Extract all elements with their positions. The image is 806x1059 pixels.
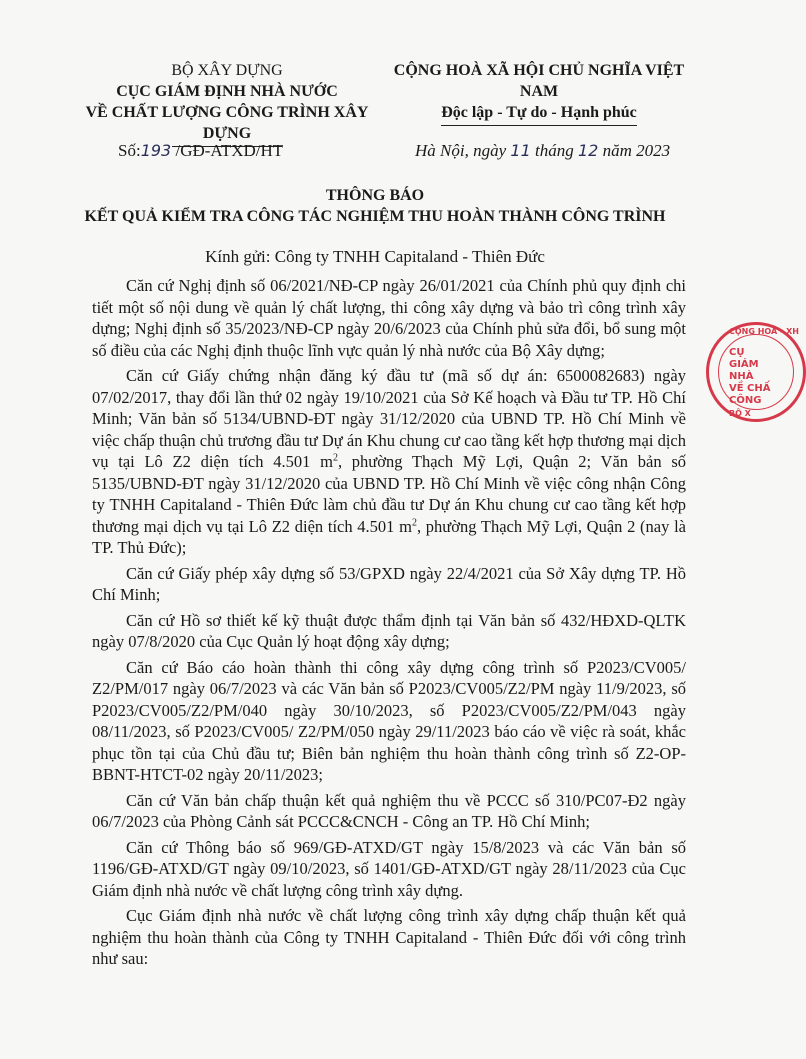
date-part2: tháng bbox=[530, 141, 578, 160]
doc-number-prefix: Số: bbox=[118, 141, 141, 160]
issuing-agency-header bbox=[62, 60, 392, 147]
paragraph-approval: Cục Giám định nhà nước về chất lượng công trình xây dựng chấp thuận kết quả nghiệm thu hoàn thành của Công ty TNHH Capitaland - Thiên Đức đối với công trình như sau: bbox=[92, 906, 686, 968]
recipient-line: Kính gửi: Công ty TNHH Capitaland - Thiên Đức bbox=[205, 247, 545, 266]
motto-underline bbox=[441, 125, 637, 126]
ministry-name: BỘ XÂY DỰNG bbox=[171, 62, 283, 79]
stamp-line: CỤ bbox=[729, 347, 745, 358]
date-part1: Hà Nội, ngày bbox=[415, 141, 511, 160]
stamp-rim-top: CỘNG HOÀ - XH bbox=[729, 327, 799, 336]
paragraph-technical-design: Căn cứ Hồ sơ thiết kế kỹ thuật được thẩm định tại Văn bản số 432/HĐXD-QLTK ngày 07/8/2020 của Cục Quản lý hoạt động xây dựng; bbox=[92, 610, 686, 651]
stamp-line: NHÀ bbox=[729, 371, 754, 382]
paragraph-legal-basis-decrees: Căn cứ Nghị định số 06/2021/NĐ-CP ngày 26/01/2021 của Chính phủ quy định chi tiết một số nội dung về quản lý chất lượng, thi công xây dựng và bảo trì công trình xây dựng; Nghị định số 35/2023/NĐ-CP ngày 20/6/2023 của Chính phủ sửa đổi, bổ sung một số điều của các Nghị định thuộc lĩnh vực quản lý nhà nước của Bộ Xây dựng; bbox=[92, 276, 686, 360]
doc-number-suffix: /GĐ-ATXD/HT bbox=[171, 141, 284, 160]
document-date bbox=[415, 141, 670, 161]
agency-name-line1: CỤC GIÁM ĐỊNH NHÀ NƯỚC bbox=[116, 83, 338, 100]
date-month-handwritten: 12 bbox=[577, 141, 599, 160]
date-day-handwritten: 11 bbox=[510, 141, 531, 160]
country-name: CỘNG HOÀ XÃ HỘI CHỦ NGHĨA VIỆT NAM bbox=[393, 62, 685, 100]
document-subtitle: KẾT QUẢ KIỂM TRA CÔNG TÁC NGHIỆM THU HOÀN THÀNH CÔNG TRÌNH bbox=[84, 208, 666, 225]
stamp-line: VỀ CHẤ bbox=[729, 383, 771, 394]
motto: Độc lập - Tự do - Hạnh phúc bbox=[441, 104, 637, 121]
superscript-square: 2 bbox=[411, 517, 417, 528]
paragraph-investment-part2: , phường Thạch Mỹ Lợi, Quận 2; Văn bản số 5135/UBND-ĐT ngày 31/12/2020 của UBND TP. Hồ Chí Minh về việc công nhận Công ty TNHH Capitaland - Thiên Đức làm chủ đầu tư Dự án Khu chung cư cao tầng kết hợp thương mại dịch vụ tại Lô Z2 diện tích 4.501 m bbox=[92, 452, 686, 536]
paragraph-fire-safety: Căn cứ Văn bản chấp thuận kết quả nghiệm thu về PCCC số 310/PC07-Đ2 ngày 06/7/2023 của Phòng Cảnh sát PCCC&CNCH - Công an TP. Hồ Chí Minh; bbox=[92, 790, 686, 831]
stamp-line: CÔNG bbox=[729, 395, 762, 406]
agency-name-line2: VỀ CHẤT LƯỢNG CÔNG TRÌNH XÂY DỰNG bbox=[85, 104, 369, 142]
document-body bbox=[92, 275, 686, 974]
national-motto-header bbox=[384, 60, 694, 126]
superscript-square: 2 bbox=[332, 452, 338, 464]
stamp-rim-bottom: BỘ X bbox=[729, 409, 751, 418]
date-part3: năm 2023 bbox=[598, 141, 671, 160]
paragraph-investment-part3: , phường Thạch Mỹ Lợi, Quận 2 (nay là TP. Thủ Đức); bbox=[92, 516, 686, 557]
stamp-line: GIÁM bbox=[729, 359, 759, 370]
paragraph-investment-certificate bbox=[92, 365, 686, 559]
red-seal-stamp bbox=[706, 322, 806, 422]
stamp-text bbox=[729, 347, 771, 407]
document-title: THÔNG BÁO bbox=[325, 187, 425, 204]
paragraph-construction-permit: Căn cứ Giấy phép xây dựng số 53/GPXD ngày 22/4/2021 của Sở Xây dựng TP. Hồ Chí Minh; bbox=[92, 563, 686, 604]
doc-number-handwritten: 193 bbox=[140, 141, 172, 160]
document-number bbox=[118, 141, 283, 161]
paragraph-investment-part1: Căn cứ Giấy chứng nhận đăng ký đầu tư (mã số dự án: 6500082683) ngày 07/02/2017, thay đổi lần thứ 02 ngày 19/10/2021 của Sở Kế hoạch và Đầu tư TP. Hồ Chí Minh; Văn bản số 5134/UBND-ĐT ngày 31/12/2020 của UBND TP. Hồ Chí Minh về việc chấp thuận chủ trương đầu tư Dự án Khu chung cư cao tầng kết hợp thương mại dịch vụ tại Lô Z2 diện tích 4.501 m bbox=[92, 366, 686, 471]
paragraph-notices: Căn cứ Thông báo số 969/GĐ-ATXD/GT ngày 15/8/2023 và các Văn bản số 1196/GĐ-ATXD/GT ngày 09/10/2023, số 1401/GĐ-ATXD/GT ngày 28/11/2023 của Cục Giám định nhà nước về chất lượng công trình xây dựng. bbox=[92, 837, 686, 900]
paragraph-completion-report: Căn cứ Báo cáo hoàn thành thi công xây dựng công trình số P2023/CV005/ Z2/PM/017 ngày 06/7/2023 và các Văn bản số P2023/CV005/Z2/PM ngày 11/9/2023, số P2023/CV005/Z2/PM/040 ngày 30/10/2023, số P2023/CV005/Z2/PM/043 ngày 08/11/2023, số P2023/CV005/ Z2/PM/050 ngày 29/11/2023 báo cáo về việc rà soát, khắc phục tồn tại của Chủ đầu tư; Biên bản nghiệm thu hoàn thành công trình số Z2-OP-BBNT-HTCT-02 ngày 20/11/2023; bbox=[92, 657, 686, 784]
